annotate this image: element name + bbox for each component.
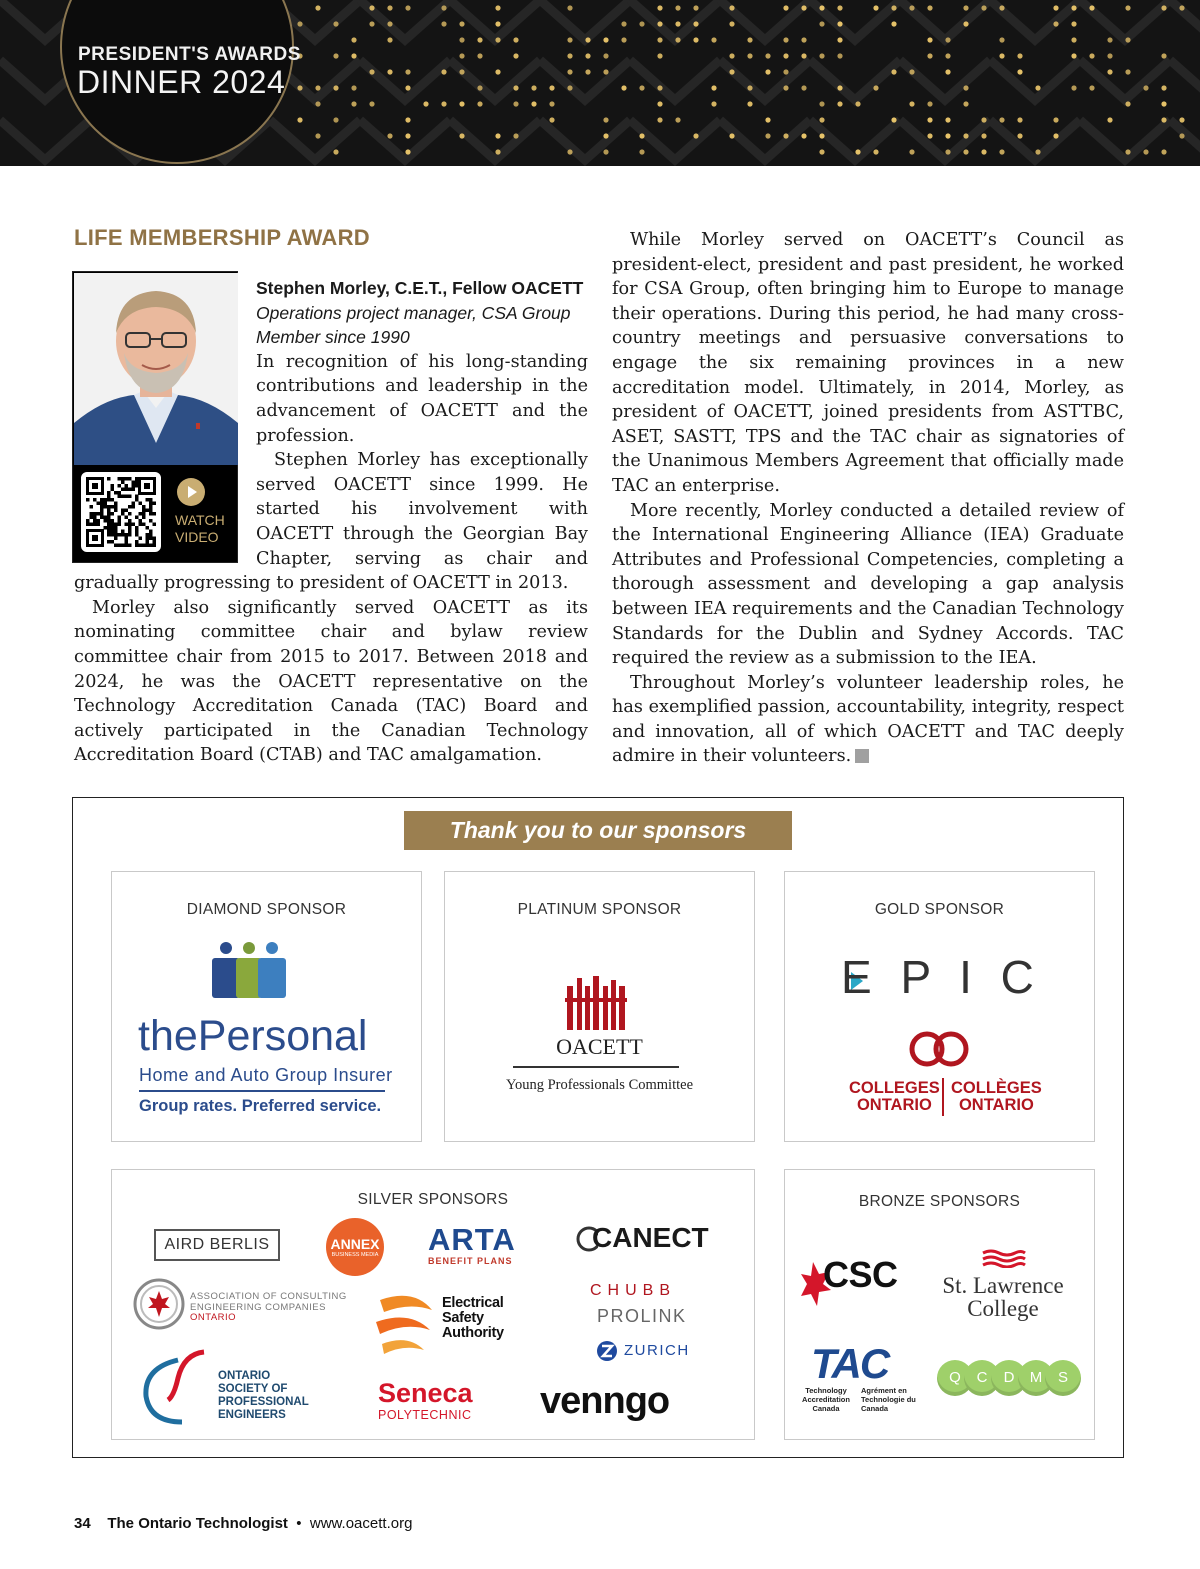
qcdms-letter: C — [964, 1360, 1000, 1396]
gold-sponsor-card — [784, 871, 1095, 1142]
zurich-logo: ZURICH — [624, 1342, 690, 1359]
article-column-left — [74, 276, 588, 768]
page-number: 34 — [74, 1515, 91, 1532]
footer-url[interactable]: www.oacett.org — [309, 1515, 413, 1532]
arta-logo: ARTA — [428, 1222, 516, 1257]
prolink-logo: PROLINK — [597, 1306, 687, 1326]
ospe-logo: ONTARIO SOCIETY OF PROFESSIONAL ENGINEERS — [218, 1370, 309, 1421]
tac-logo-en: Technology Accreditation Canada — [802, 1386, 850, 1413]
venngo-logo: venngo — [540, 1380, 670, 1422]
tac-logo-fr: Agrément en Technologie du Canada — [861, 1386, 916, 1413]
st-lawrence-waves-icon — [979, 1248, 1029, 1268]
tac-logo: TAC — [811, 1340, 889, 1387]
silver-sponsors-card — [111, 1169, 755, 1440]
colleges-ontario-rings-icon — [907, 1030, 973, 1068]
annex-logo-sub: BUSINESS MEDIA — [331, 1252, 379, 1258]
zurich-z-icon — [596, 1340, 618, 1362]
honoree-role: Operations project manager, CSA Group — [256, 302, 571, 323]
platinum-sponsor-card — [444, 871, 755, 1142]
honoree-member-since: Member since 1990 — [256, 327, 410, 348]
annex-logo-text: ANNEX — [330, 1236, 380, 1252]
paragraph: In recognition of his long-standing contributions and leadership in the advancement of OACETT and the profession. — [256, 351, 588, 446]
header-banner — [0, 0, 1200, 166]
bronze-sponsors-card — [784, 1169, 1095, 1440]
silver-sponsors-title: SILVER SPONSORS — [357, 1191, 509, 1208]
epic-logo: E P I C — [841, 951, 1042, 1003]
seneca-logo: Seneca — [378, 1378, 473, 1408]
diamond-sponsor-card — [111, 871, 422, 1142]
esa-logo: Electrical Safety Authority — [442, 1295, 504, 1341]
badge-title-line1: PRESIDENT'S AWARDS — [78, 44, 301, 65]
divider — [139, 1090, 385, 1092]
diamond-sponsor-title: DIAMOND SPONSOR — [186, 901, 347, 918]
section-title: LIFE MEMBERSHIP AWARD — [74, 225, 370, 250]
qcdms-letter: D — [991, 1360, 1027, 1396]
oacett-emblem-icon — [563, 974, 629, 1032]
esa-swoosh-icon — [374, 1288, 436, 1358]
puzzle-people-icon — [208, 940, 290, 1002]
sponsors-heading: Thank you to our sponsors — [404, 811, 792, 850]
watch-video-label[interactable]: WATCH VIDEO — [175, 512, 225, 545]
divider — [942, 1078, 944, 1116]
footer-separator: • — [296, 1515, 302, 1532]
bronze-sponsors-title: BRONZE SPONSORS — [858, 1193, 1021, 1210]
st-lawrence-college-logo: St. Lawrence College — [942, 1273, 1064, 1321]
aird-berlis-logo: AIRD BERLIS — [154, 1229, 280, 1261]
thepersonal-slogan: Group rates. Preferred service. — [139, 1097, 382, 1115]
acec-ontario-emblem-icon — [132, 1277, 186, 1331]
page-footer — [74, 1515, 412, 1532]
oacett-logo-text: OACETT — [556, 1034, 643, 1059]
paragraph: While Morley served on OACETT’s Council as president-elect, president and past president, he worked for CSA Group, often bringing him to Europe to manage their operations. During this period, he had many cross-country meetings and persuasive conversations to engage the six remaining provinces in a new accreditation model. Ultimately, in 2014, Morley, as president of OACETT, joined presidents from ASTTBC, ASET, SASTT, TPS and the TAC chair as signatories of the Unanimous Members Agreement that officially made TAC an enterprise. — [612, 230, 1124, 496]
thepersonal-tagline: Home and Auto Group Insurer — [139, 1065, 393, 1085]
arta-logo-sub: BENEFIT PLANS — [428, 1256, 513, 1266]
publication-name: The Ontario Technologist — [107, 1515, 288, 1532]
paragraph: Throughout Morley’s volunteer leadership roles, he has exemplified passion, accountability, integrity, respect and innovation, all of which OACETT and TAC deeply admire in their volunteers. — [612, 672, 1124, 767]
seneca-logo-sub: POLYTECHNIC — [378, 1408, 472, 1422]
paragraph: More recently, Morley conducted a detailed review of the International Engineering Alliance (IEA) Graduate Attributes and Professional Competencies, completing a thorough assessment and developing a gap analysis between IEA requirements and the Canadian Technology Standards for the Dublin and Sydney Accords. TAC required the review as a submission to the IEA. — [612, 500, 1124, 669]
ospe-swoosh-icon — [138, 1348, 212, 1428]
chubb-logo: CHUBB — [590, 1282, 677, 1299]
paragraph: Stephen Morley has exceptionally served OACETT since 1999. He started his involvement with OACETT through the Georgian Bay Chapter, serving as chair and gradually progressing to president of OACETT in 2013. — [74, 450, 588, 594]
canect-logo: CANECT — [592, 1222, 709, 1253]
paragraph: Morley also significantly served OACETT as its nominating committee chair and bylaw review committee chair from 2015 to 2017. Between 2018 and 2024, he was the OACETT representative on the Technology Accreditation Canada (TAC) Board and actively participated in the Canadian Technology Accreditation Board (CTAB) and TAC amalgamation. — [74, 597, 588, 766]
csc-logo: CSC — [823, 1254, 898, 1295]
acec-ontario-logo: ASSOCIATION OF CONSULTING ENGINEERING COMPANIES ONTARIO — [190, 1291, 347, 1323]
thepersonal-logo: thePersonal — [138, 1012, 368, 1060]
badge-title-line2: DINNER 2024 — [77, 64, 286, 100]
oacett-ypc-text: Young Professionals Committee — [505, 1077, 694, 1093]
article-column-right — [612, 228, 1124, 769]
qcdms-logo — [937, 1360, 1083, 1396]
end-mark-icon — [855, 749, 869, 763]
qcdms-letter: M — [1018, 1360, 1054, 1396]
divider — [513, 1066, 679, 1068]
honoree-name: Stephen Morley, C.E.T., Fellow OACETT — [256, 278, 584, 298]
qcdms-letter: S — [1045, 1360, 1081, 1396]
platinum-sponsor-title: PLATINUM SPONSOR — [517, 901, 682, 918]
colleges-ontario-en: COLLEGES ONTARIO — [849, 1079, 940, 1114]
gold-sponsor-title: GOLD SPONSOR — [874, 901, 1005, 918]
colleges-ontario-fr: COLLÈGES ONTARIO — [951, 1079, 1042, 1114]
qcdms-letter: Q — [937, 1360, 973, 1396]
